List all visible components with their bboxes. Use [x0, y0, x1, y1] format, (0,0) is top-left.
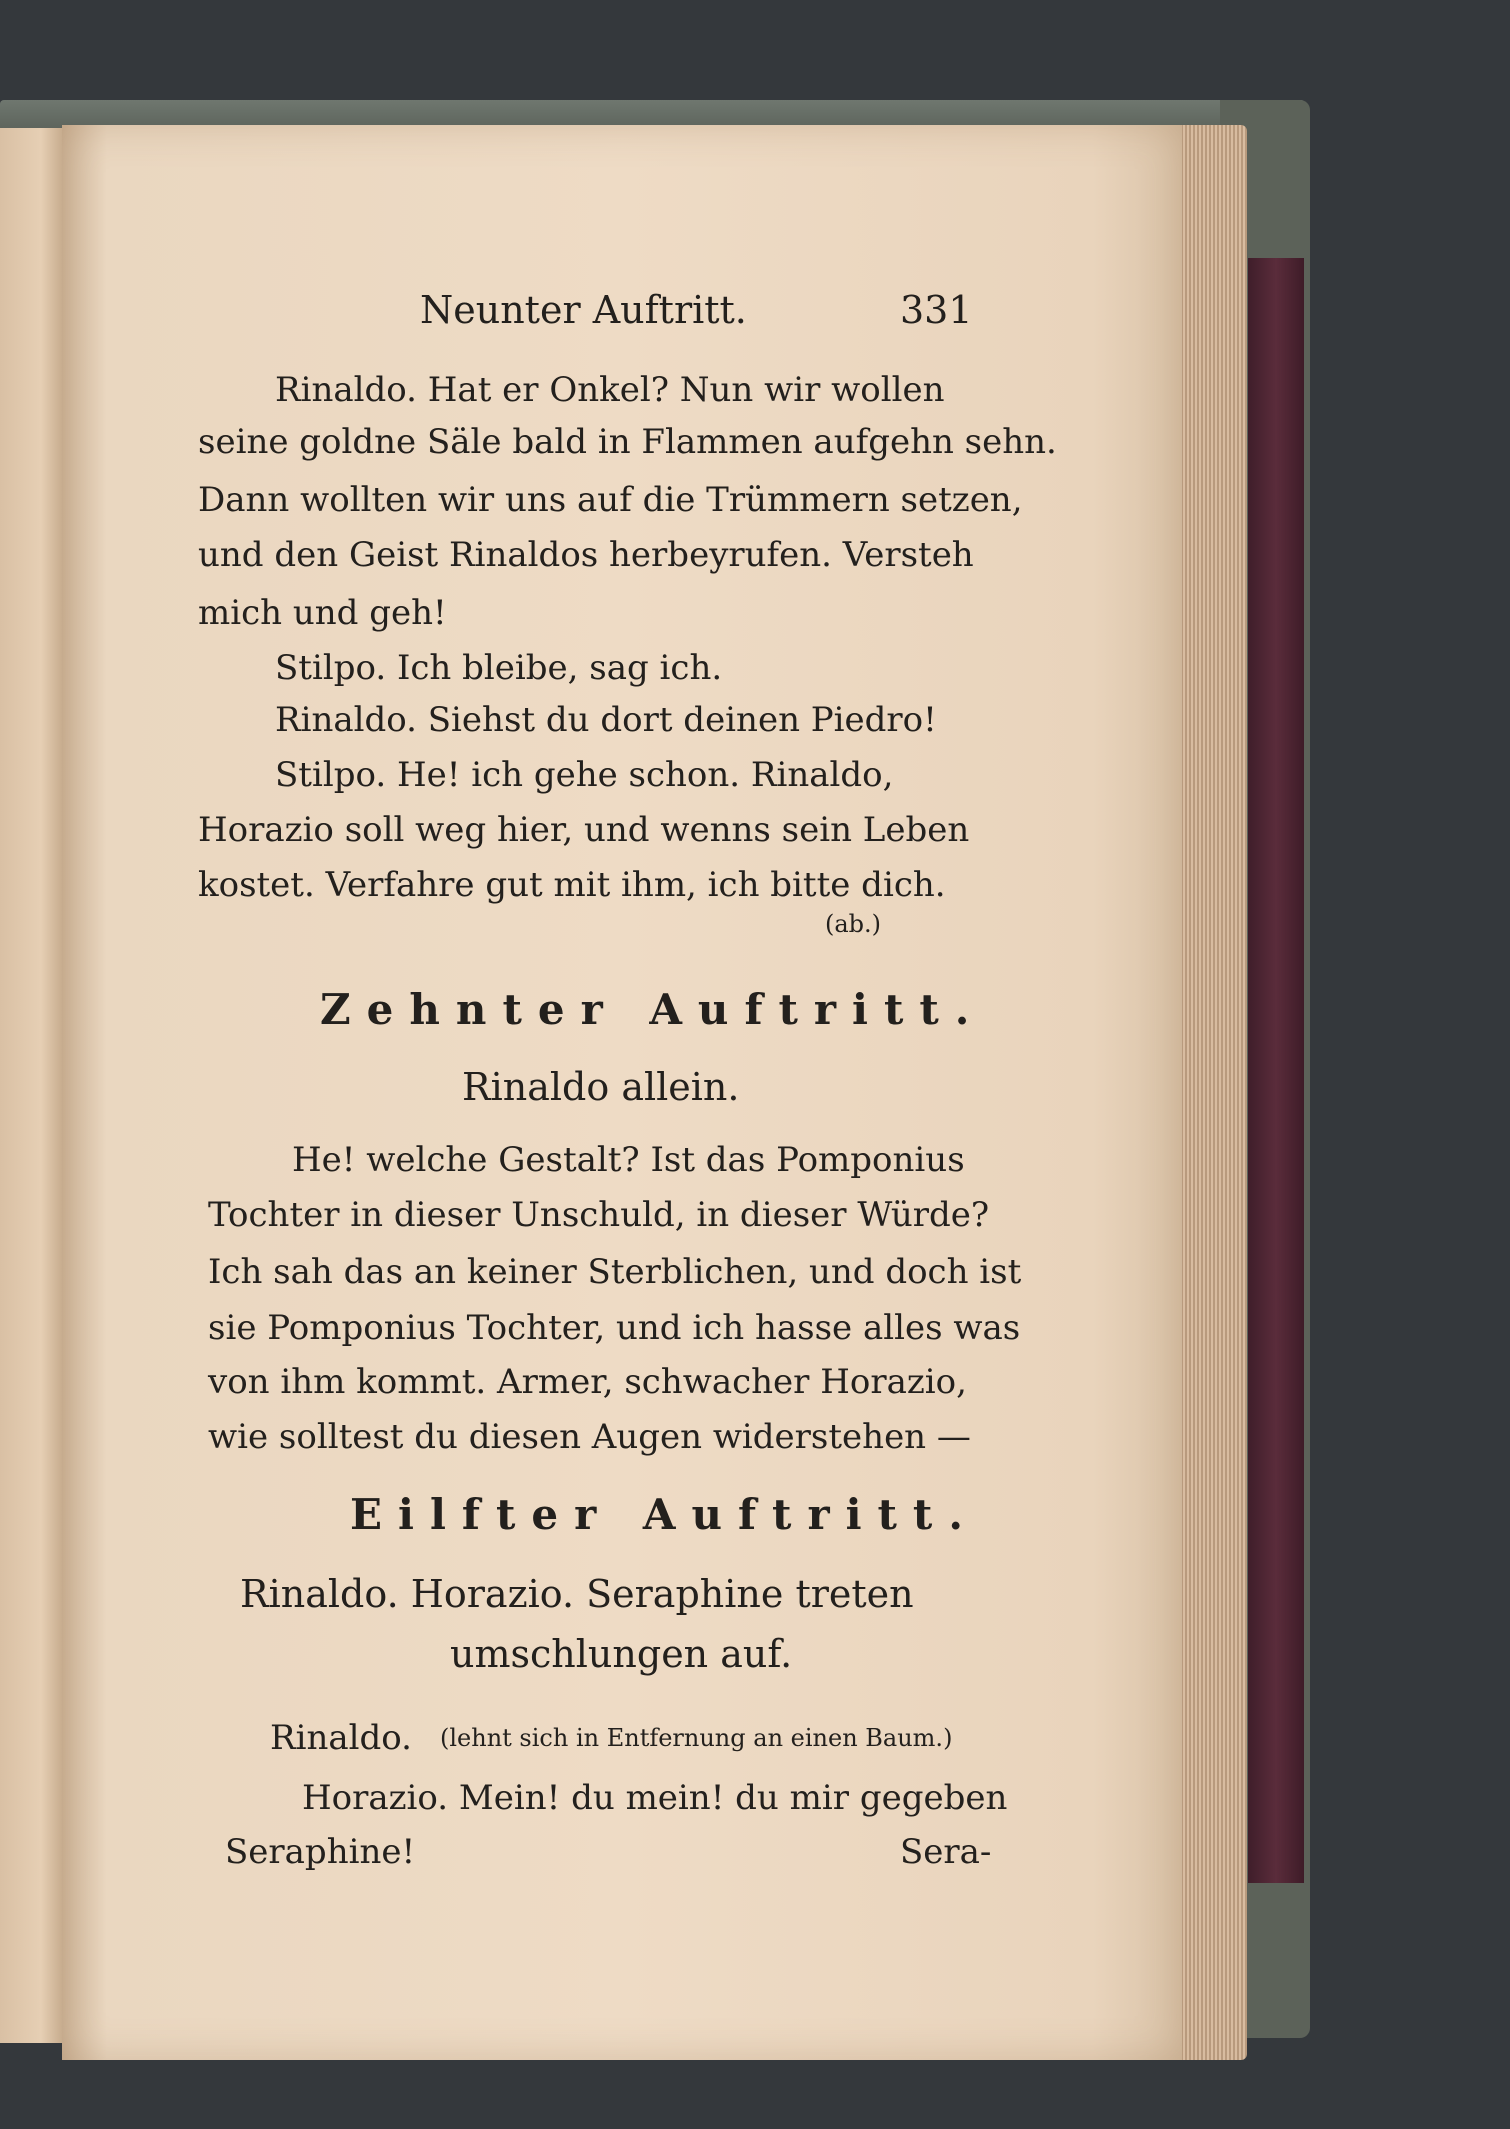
text-line: wie solltest du diesen Augen widerstehen — [208, 1417, 971, 1457]
running-head: Neunter Auftritt. [420, 288, 747, 332]
scene-subheading: Rinaldo allein. [462, 1065, 740, 1109]
text-line: He! welche Gestalt? Ist das Pomponius [292, 1140, 965, 1180]
text-line: Stilpo. He! ich gehe schon. Rinaldo, [275, 755, 894, 795]
scene-heading: Eilfter Auftritt. [350, 1490, 979, 1539]
text-line: Horazio soll weg hier, und wenns sein Leben [198, 810, 970, 850]
text-line: Horazio. Mein! du mein! du mir gegeben [302, 1778, 1008, 1818]
facing-page-edge [0, 128, 68, 2043]
text-line: seine goldne Säle bald in Flammen aufgehn sehn. [198, 422, 1057, 462]
text-line: Dann wollten wir uns auf die Trümmern setzen, [198, 480, 1023, 520]
text-line: Rinaldo. Hat er Onkel? Nun wir wollen [275, 370, 945, 410]
text-line: kostet. Verfahre gut mit ihm, ich bitte dich. [198, 865, 946, 905]
scene-subheading: Rinaldo. Horazio. Seraphine treten [240, 1572, 914, 1616]
page-number: 331 [900, 288, 973, 332]
text-line: Tochter in dieser Unschuld, in dieser Würde? [208, 1195, 990, 1235]
text-line: und den Geist Rinaldos herbeyrufen. Versteh [198, 535, 974, 575]
text-line: von ihm kommt. Armer, schwacher Horazio, [208, 1362, 967, 1402]
page-block-edges [1175, 125, 1247, 2060]
text-line: Rinaldo. Siehst du dort deinen Piedro! [275, 700, 937, 740]
text-line: Seraphine! [225, 1832, 416, 1872]
book-cover-leather [1248, 258, 1304, 1883]
catchword: Sera- [900, 1832, 992, 1872]
stage-direction: (lehnt sich in Entfernung an einen Baum.) [440, 1724, 953, 1752]
text-line: Stilpo. Ich bleibe, sag ich. [275, 648, 723, 688]
scene-subheading: umschlungen auf. [450, 1632, 793, 1676]
text-line: sie Pomponius Tochter, und ich hasse alles was [208, 1308, 1021, 1348]
text-line: Ich sah das an keiner Sterblichen, und doch ist [208, 1252, 1022, 1292]
scene-heading: Zehnter Auftritt. [320, 985, 986, 1034]
text-line: mich und geh! [198, 593, 447, 633]
speaker-name: Rinaldo. [270, 1718, 412, 1758]
stage-direction: (ab.) [825, 910, 882, 938]
